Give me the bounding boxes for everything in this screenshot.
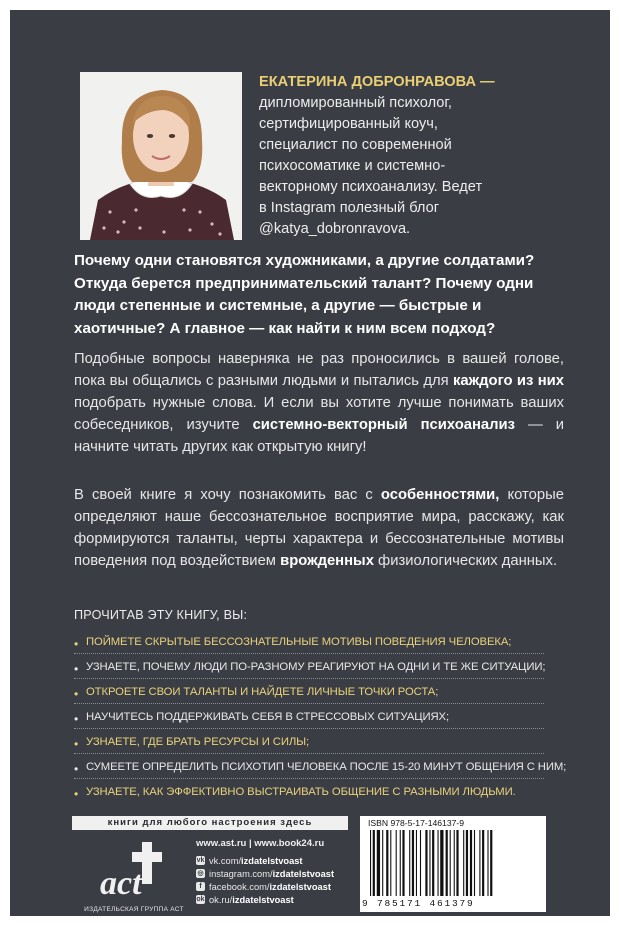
benefit-item [74, 684, 544, 709]
book-back-cover [10, 10, 610, 916]
barcode-bar [373, 830, 375, 896]
odnoklassniki-icon: ok [196, 896, 205, 903]
barcode-bar [390, 830, 391, 896]
instagram-icon: ◎ [197, 870, 204, 877]
benefits-heading: ПРОЧИТАВ ЭТУ КНИГУ, ВЫ: [74, 608, 248, 622]
bullet-icon: • [74, 787, 79, 801]
barcode-bar [456, 830, 458, 896]
social-link[interactable] [196, 854, 334, 867]
barcode-bar [409, 830, 410, 896]
paragraph-intro [74, 348, 564, 458]
barcode-bar [479, 830, 480, 896]
barcode-bar [454, 830, 455, 896]
social-url-prefix: instagram.com/ [209, 868, 273, 879]
social-handle: izdatelstvoast [241, 855, 303, 866]
para1-bold-1: каждого из них [453, 373, 564, 389]
benefit-item [74, 759, 567, 784]
benefit-text: УЗНАЕТЕ, ПОЧЕМУ ЛЮДИ ПО-РАЗНОМУ РЕАГИРУЮТ НА ОДНИ И ТЕ ЖЕ СИТУАЦИИ; [86, 661, 546, 673]
author-photo [80, 72, 242, 240]
barcode-bar [412, 830, 414, 896]
barcode-bar [466, 830, 468, 896]
bullet-icon: • [74, 637, 79, 651]
author-bio-line-0 [259, 72, 549, 93]
barcode-bar [490, 830, 492, 896]
divider [74, 678, 544, 679]
barcode-block [360, 816, 546, 912]
author-bio [259, 72, 549, 240]
logo-text: act [100, 865, 142, 902]
barcode-icon [368, 830, 538, 898]
social-handle: izdatelstvoast [272, 868, 335, 879]
social-link[interactable] [196, 867, 334, 880]
barcode-bar [474, 830, 475, 896]
barcode-bar [425, 830, 427, 896]
barcode-bar [487, 830, 488, 896]
divider [74, 703, 544, 704]
para2-bold-2: врожденных [280, 553, 374, 569]
benefit-item [74, 709, 544, 734]
barcode-bar [446, 830, 448, 896]
barcode-bar [396, 830, 397, 896]
benefit-text: ОТКРОЕТЕ СВОИ ТАЛАНТЫ И НАЙДЕТЕ ЛИЧНЫЕ ТОЧКИ РОСТА; [86, 686, 439, 698]
bullet-icon: • [74, 662, 79, 676]
facebook-icon: f [196, 882, 205, 891]
barcode-bar [386, 830, 388, 896]
para1-text-1: Подобные вопросы наверняка не раз проносились в вашей голове, пока вы общались с разными людьми и пытались для [74, 351, 564, 389]
para1-text-3: — и начните читать других как открытую книгу! [74, 417, 564, 455]
tagline: книги для любого настроения здесь [72, 816, 348, 830]
barcode-bar [370, 830, 371, 896]
author-bio-line-1: дипломированный психолог, [259, 95, 452, 111]
social-handle: izdatelstvoast [232, 894, 294, 905]
barcode-bar [402, 830, 404, 896]
para2-bold-1: особенностями, [380, 487, 500, 503]
social-handle: izdatelstvoast [269, 881, 331, 892]
barcode-bar [429, 830, 430, 896]
para2-text-3: физиологических данных. [373, 553, 558, 569]
benefit-text: НАУЧИТЕСЬ ПОДДЕРЖИВАТЬ СЕБЯ В СТРЕССОВЫХ СИТУАЦИЯХ; [86, 711, 449, 723]
ast-logo-icon [94, 838, 174, 906]
barcode-bar [470, 830, 472, 896]
social-url-prefix: ok.ru/ [209, 894, 233, 905]
barcode-bar [438, 830, 439, 896]
author-bio-line-5: векторному психоанализу. Ведет [259, 179, 483, 195]
social-url-prefix: vk.com/ [209, 855, 242, 866]
social-links [196, 854, 334, 906]
barcode-bar [450, 830, 451, 896]
benefit-text: УЗНАЕТЕ, КАК ЭФФЕКТИВНО ВЫСТРАИВАТЬ ОБЩЕНИЕ С РАЗНЫМИ ЛЮДЬМИ. [86, 786, 516, 798]
para1-text-2: подобрать нужные слова. И если вы хотите лучше понимать ваших собеседников, изучите [74, 395, 564, 433]
para1-bold-2: системно-векторный психоанализ [252, 417, 515, 433]
bullet-icon: • [74, 687, 79, 701]
benefit-text: СУМЕЕТЕ ОПРЕДЕЛИТЬ ПСИХОТИП ЧЕЛОВЕКА ПОСЛЕ 15-20 МИНУТ ОБЩЕНИЯ С НИМ; [86, 761, 567, 773]
barcode-bar [382, 830, 383, 896]
social-link[interactable] [196, 893, 334, 906]
divider [74, 653, 544, 654]
bullet-icon: • [74, 737, 79, 751]
lead-questions: Почему одни становятся художниками, а другие солдатами? Откуда берется предпринимательский талант? Почему одни люди степенные и системные, а другие — быстрые и хаотичные? А главное — как найти к ним всем подход? [74, 252, 535, 337]
barcode-bar [432, 830, 434, 896]
para2-text-2: которые определяют наше бессознательное восприятие мира, расскажу, как формируются таланты, черты характера и бессознательные мотивы поведения под воздействием [74, 487, 564, 569]
benefit-item [74, 634, 544, 659]
divider [74, 728, 544, 729]
barcode-bar [377, 830, 380, 896]
author-name: ЕКАТЕРИНА ДОБРОНРАВОВА — [259, 74, 495, 90]
benefits-list [74, 634, 567, 809]
benefit-item [74, 784, 544, 809]
barcode-bar [416, 830, 417, 896]
author-bio-line-7: @katya_dobronravova. [259, 221, 411, 237]
benefit-item [74, 734, 544, 759]
barcode-number: 9 785171 461379 [362, 898, 475, 909]
isbn: ISBN 978-5-17-146137-9 [368, 818, 465, 828]
barcode-bar [440, 830, 443, 896]
publisher-name: ИЗДАТЕЛЬСКАЯ ГРУППА АСТ [84, 906, 184, 913]
divider [74, 778, 544, 779]
benefit-text: УЗНАЕТЕ, ГДЕ БРАТЬ РЕСУРСЫ И СИЛЫ; [86, 736, 310, 748]
vk-icon: vk [196, 857, 205, 864]
barcode-bar [463, 830, 464, 896]
author-bio-line-2: сертифицированный коуч, [259, 116, 438, 132]
barcode-bar [400, 830, 401, 896]
benefit-text: ПОЙМЕТЕ СКРЫТЫЕ БЕССОЗНАТЕЛЬНЫЕ МОТИВЫ ПОВЕДЕНИЯ ЧЕЛОВЕКА; [86, 636, 512, 648]
publisher-websites[interactable]: www.ast.ru | www.book24.ru [196, 838, 325, 849]
paragraph-book-goal [74, 484, 564, 572]
author-bio-line-3: специалист по современной [259, 137, 452, 153]
barcode-bar [420, 830, 421, 896]
benefit-item [74, 659, 544, 684]
para2-text-1: В своей книге я хочу познакомить вас с [74, 487, 381, 503]
divider [74, 753, 544, 754]
publisher-logo [94, 838, 174, 906]
author-bio-line-6: в Instagram полезный блог [259, 200, 440, 216]
bullet-icon: • [74, 762, 79, 776]
barcode-bar [482, 830, 484, 896]
publisher-footer [72, 814, 548, 914]
author-bio-line-4: психосоматике и системно- [259, 158, 446, 174]
social-url-prefix: facebook.com/ [209, 881, 270, 892]
social-link[interactable] [196, 880, 334, 893]
bullet-icon: • [74, 712, 79, 726]
